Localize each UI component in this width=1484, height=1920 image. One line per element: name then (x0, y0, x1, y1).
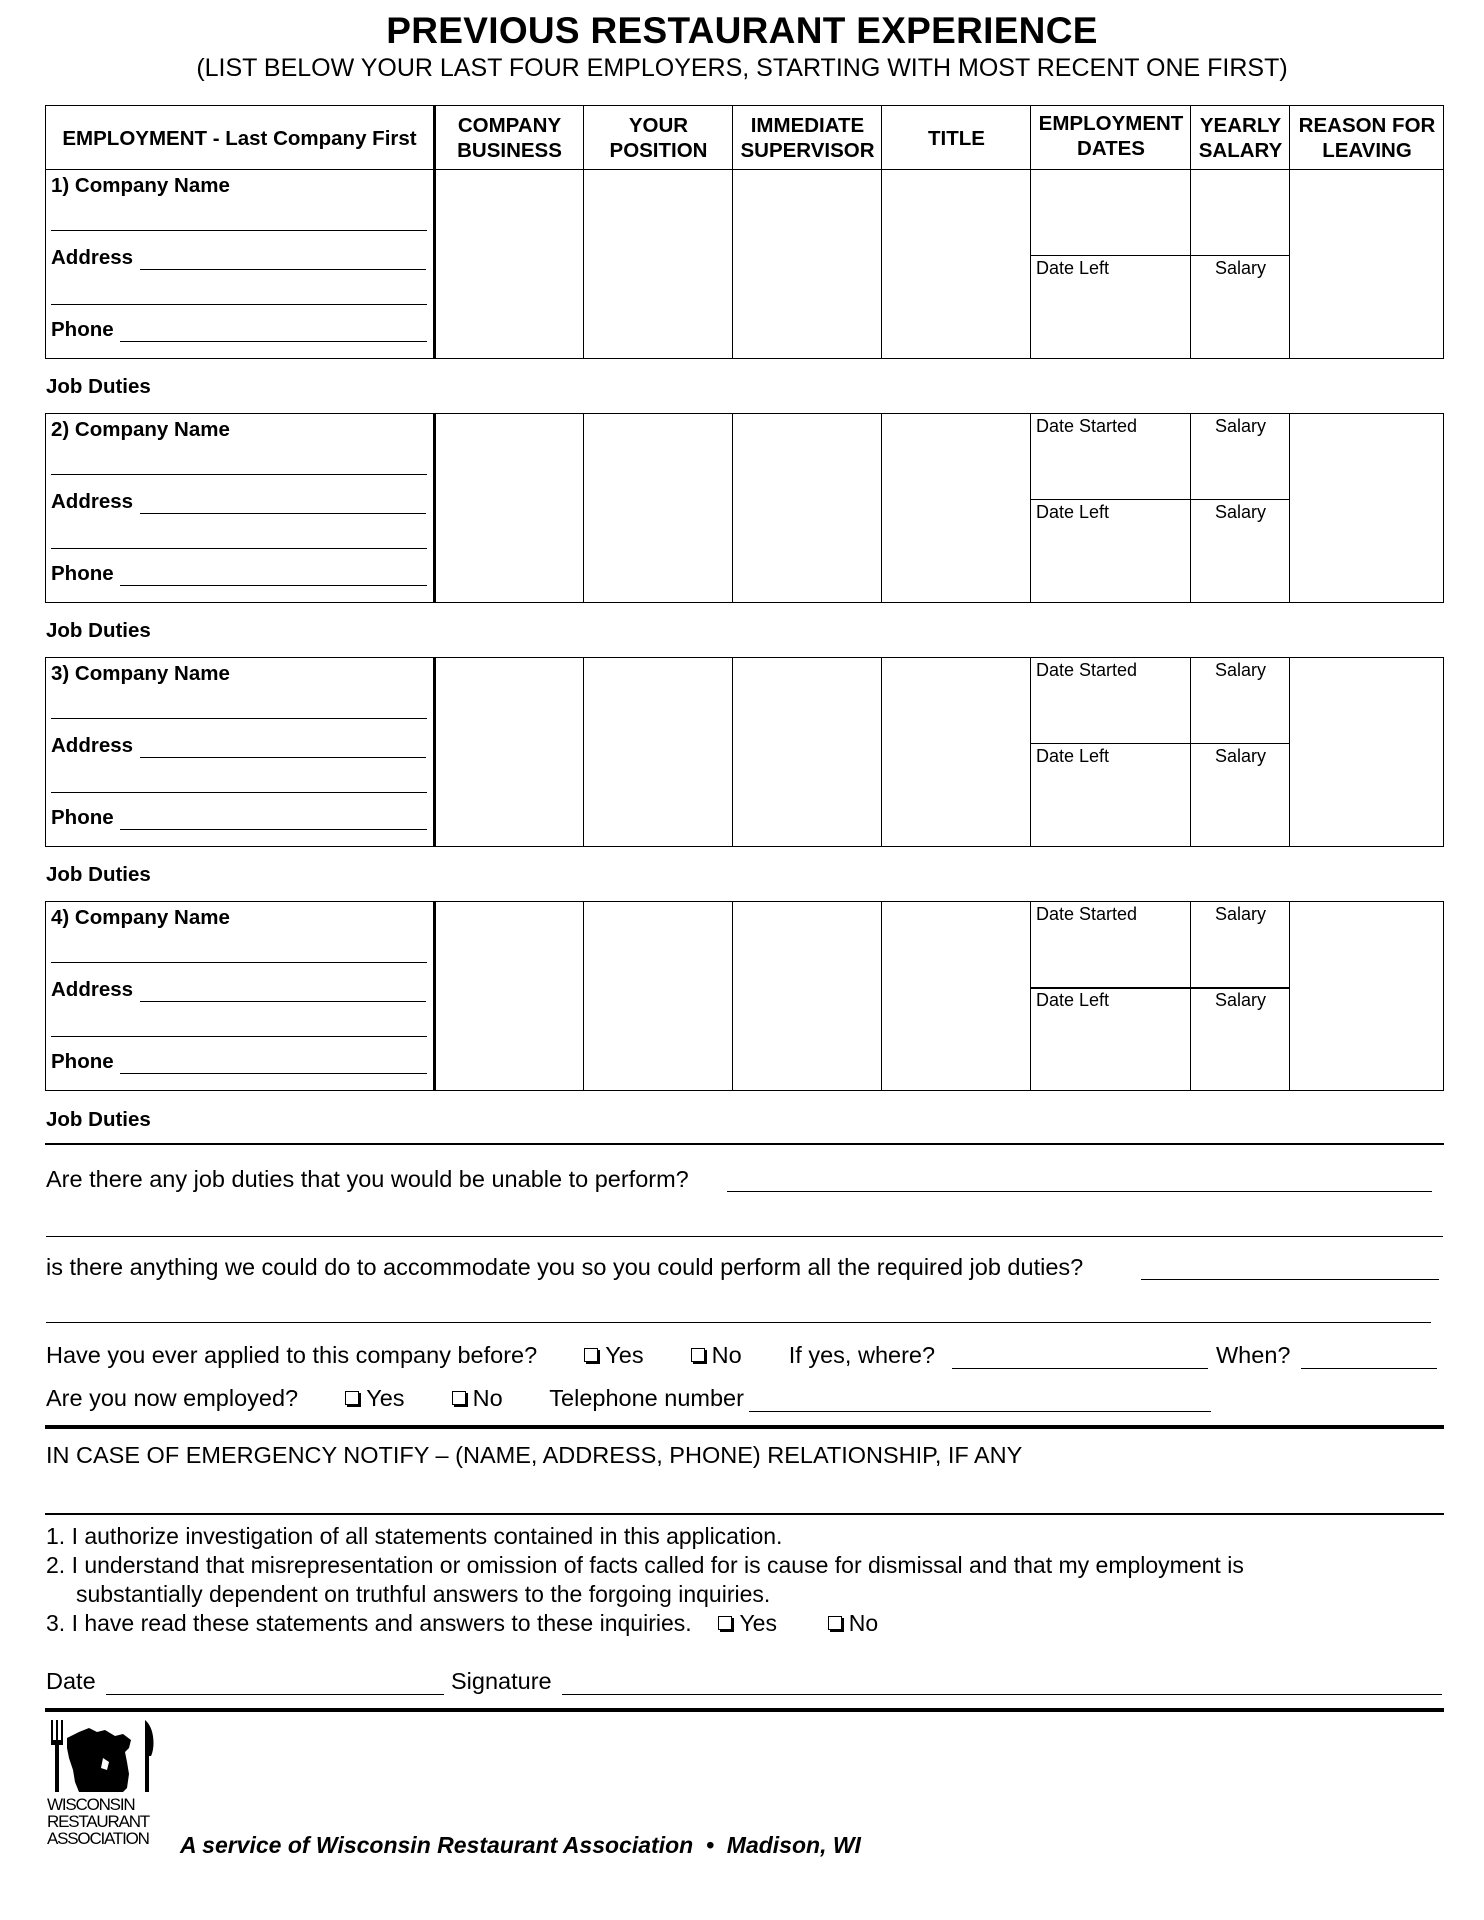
page-subtitle: (LIST BELOW YOUR LAST FOUR EMPLOYERS, STARTING WITH MOST RECENT ONE FIRST) (196, 54, 1288, 82)
logo-line-2: RESTAURANT (47, 1812, 149, 1831)
applied-yes-checkbox[interactable] (584, 1348, 598, 1362)
company-row-1 (45, 169, 1444, 359)
address-label: Address (51, 978, 134, 1001)
statement-3 (46, 1610, 878, 1637)
unable-to-perform-field[interactable] (727, 1191, 1432, 1192)
address-field[interactable] (140, 757, 426, 758)
date-label: Date (46, 1668, 96, 1694)
logo-line-3: ASSOCIATION (47, 1829, 149, 1848)
phone-label: Phone (51, 318, 114, 341)
company-name-label: 4) Company Name (51, 906, 230, 929)
job-duties-label-2: Job Duties (46, 619, 151, 642)
salary-label: Salary (1214, 258, 1267, 278)
statements-no-label: No (848, 1610, 879, 1636)
section-divider (45, 1143, 1444, 1145)
company-row-2 (45, 413, 1444, 603)
emergency-contact-label: IN CASE OF EMERGENCY NOTIFY – (NAME, ADDRESS, PHONE) RELATIONSHIP, IF ANY (46, 1442, 1023, 1468)
company-name-label: 1) Company Name (51, 174, 230, 197)
header-yearly-salary: YEARLY SALARY (1198, 114, 1283, 162)
applied-where-field[interactable] (952, 1368, 1208, 1369)
address-label: Address (51, 246, 134, 269)
header-company-business: COMPANY BUSINESS (457, 114, 562, 162)
date-started-label: Date Started (1036, 660, 1138, 680)
salary-label: Salary (1214, 746, 1267, 766)
address-label: Address (51, 490, 134, 513)
phone-field[interactable] (120, 585, 427, 586)
page-title: PREVIOUS RESTAURANT EXPERIENCE (386, 10, 1098, 51)
date-started-label: Date Started (1036, 904, 1138, 924)
salary-label: Salary (1214, 904, 1267, 924)
employed-no-checkbox[interactable] (452, 1391, 466, 1405)
if-yes-where-label: If yes, where? (788, 1342, 936, 1368)
wisconsin-map-fork-knife-icon (45, 1718, 165, 1796)
company-row-3 (45, 657, 1444, 847)
date-left-label: Date Left (1036, 746, 1110, 766)
address-field-line2[interactable] (51, 304, 427, 305)
applied-no-label: No (711, 1342, 742, 1368)
employed-text: Are you now employed? (46, 1385, 299, 1411)
employment-table-header (45, 105, 1444, 170)
when-label: When? (1216, 1342, 1291, 1368)
address-field[interactable] (140, 1001, 426, 1002)
applied-before-text: Have you ever applied to this company before? (46, 1342, 538, 1368)
section-divider (45, 1708, 1444, 1712)
header-employment-dates: EMPLOYMENT DATES (1038, 112, 1184, 160)
phone-label: Phone (51, 562, 114, 585)
wra-logo (45, 1718, 165, 1858)
address-field-line2[interactable] (51, 548, 427, 549)
date-left-label: Date Left (1036, 258, 1110, 278)
employed-yes-label: Yes (366, 1385, 405, 1411)
date-started-label: Date Started (1036, 416, 1138, 436)
phone-label: Phone (51, 806, 114, 829)
date-left-label: Date Left (1036, 990, 1110, 1010)
salary-label: Salary (1214, 660, 1267, 680)
statement-2: 2. I understand that misrepresentation or omission of facts called for is cause for dismissal and that my employment is (46, 1552, 1244, 1578)
job-duties-label-4: Job Duties (46, 1108, 151, 1131)
accommodate-field-line2[interactable] (46, 1322, 1431, 1323)
company-name-label: 2) Company Name (51, 418, 230, 441)
salary-label: Salary (1214, 416, 1267, 436)
address-label: Address (51, 734, 134, 757)
statement-3-text: 3. I have read these statements and answers to these inquiries. (46, 1610, 692, 1636)
phone-label: Phone (51, 1050, 114, 1073)
applied-no-checkbox[interactable] (691, 1348, 705, 1362)
company-name-field[interactable] (51, 474, 427, 475)
logo-line-1: WISCONSIN (47, 1795, 135, 1814)
company-name-field[interactable] (51, 718, 427, 719)
statements-no-checkbox[interactable] (828, 1616, 842, 1630)
company-name-field[interactable] (51, 962, 427, 963)
section-divider (45, 1425, 1444, 1429)
signature-label: Signature (451, 1668, 552, 1694)
signature-field[interactable] (562, 1694, 1442, 1695)
emergency-contact-field[interactable] (45, 1513, 1444, 1515)
date-left-label: Date Left (1036, 502, 1110, 522)
address-field-line2[interactable] (51, 792, 427, 793)
header-title: TITLE (928, 126, 985, 150)
statements-yes-label: Yes (739, 1610, 777, 1636)
company-row-4 (45, 901, 1444, 1091)
date-field[interactable] (106, 1694, 444, 1695)
unable-to-perform-field-line2[interactable] (46, 1236, 1443, 1237)
company-name-label: 3) Company Name (51, 662, 230, 685)
statements-yes-checkbox[interactable] (718, 1616, 732, 1630)
address-field[interactable] (140, 269, 426, 270)
header-reason-for-leaving: REASON FOR LEAVING (1298, 114, 1436, 162)
accommodate-field[interactable] (1141, 1279, 1439, 1280)
salary-label: Salary (1214, 990, 1267, 1010)
statement-1: 1. I authorize investigation of all statements contained in this application. (46, 1523, 783, 1549)
question-unable-to-perform: Are there any job duties that you would be unable to perform? (46, 1166, 689, 1192)
job-duties-label-1: Job Duties (46, 375, 151, 398)
question-employed (46, 1385, 744, 1412)
phone-field[interactable] (120, 341, 427, 342)
question-applied-before (46, 1342, 935, 1369)
header-your-position: YOUR POSITION (609, 114, 708, 162)
statement-2-continued: substantially dependent on truthful answers to the forgoing inquiries. (76, 1581, 771, 1607)
footer-service-text: A service of Wisconsin Restaurant Association • Madison, WI (180, 1832, 861, 1858)
applied-when-field[interactable] (1301, 1368, 1437, 1369)
employed-no-label: No (472, 1385, 503, 1411)
question-accommodate: is there anything we could do to accommodate you so you could perform all the required job duties? (46, 1254, 1084, 1280)
company-name-field[interactable] (51, 230, 427, 231)
telephone-field[interactable] (749, 1411, 1211, 1412)
phone-field[interactable] (120, 829, 427, 830)
header-immediate-supervisor: IMMEDIATE SUPERVISOR (740, 114, 875, 162)
job-duties-label-3: Job Duties (46, 863, 151, 886)
address-field[interactable] (140, 513, 426, 514)
address-field-line2[interactable] (51, 1036, 427, 1037)
telephone-label: Telephone number (549, 1385, 744, 1411)
applied-yes-label: Yes (605, 1342, 644, 1368)
header-employment: EMPLOYMENT - Last Company First (62, 126, 417, 150)
employed-yes-checkbox[interactable] (345, 1391, 359, 1405)
phone-field[interactable] (120, 1073, 427, 1074)
salary-label: Salary (1214, 502, 1267, 522)
